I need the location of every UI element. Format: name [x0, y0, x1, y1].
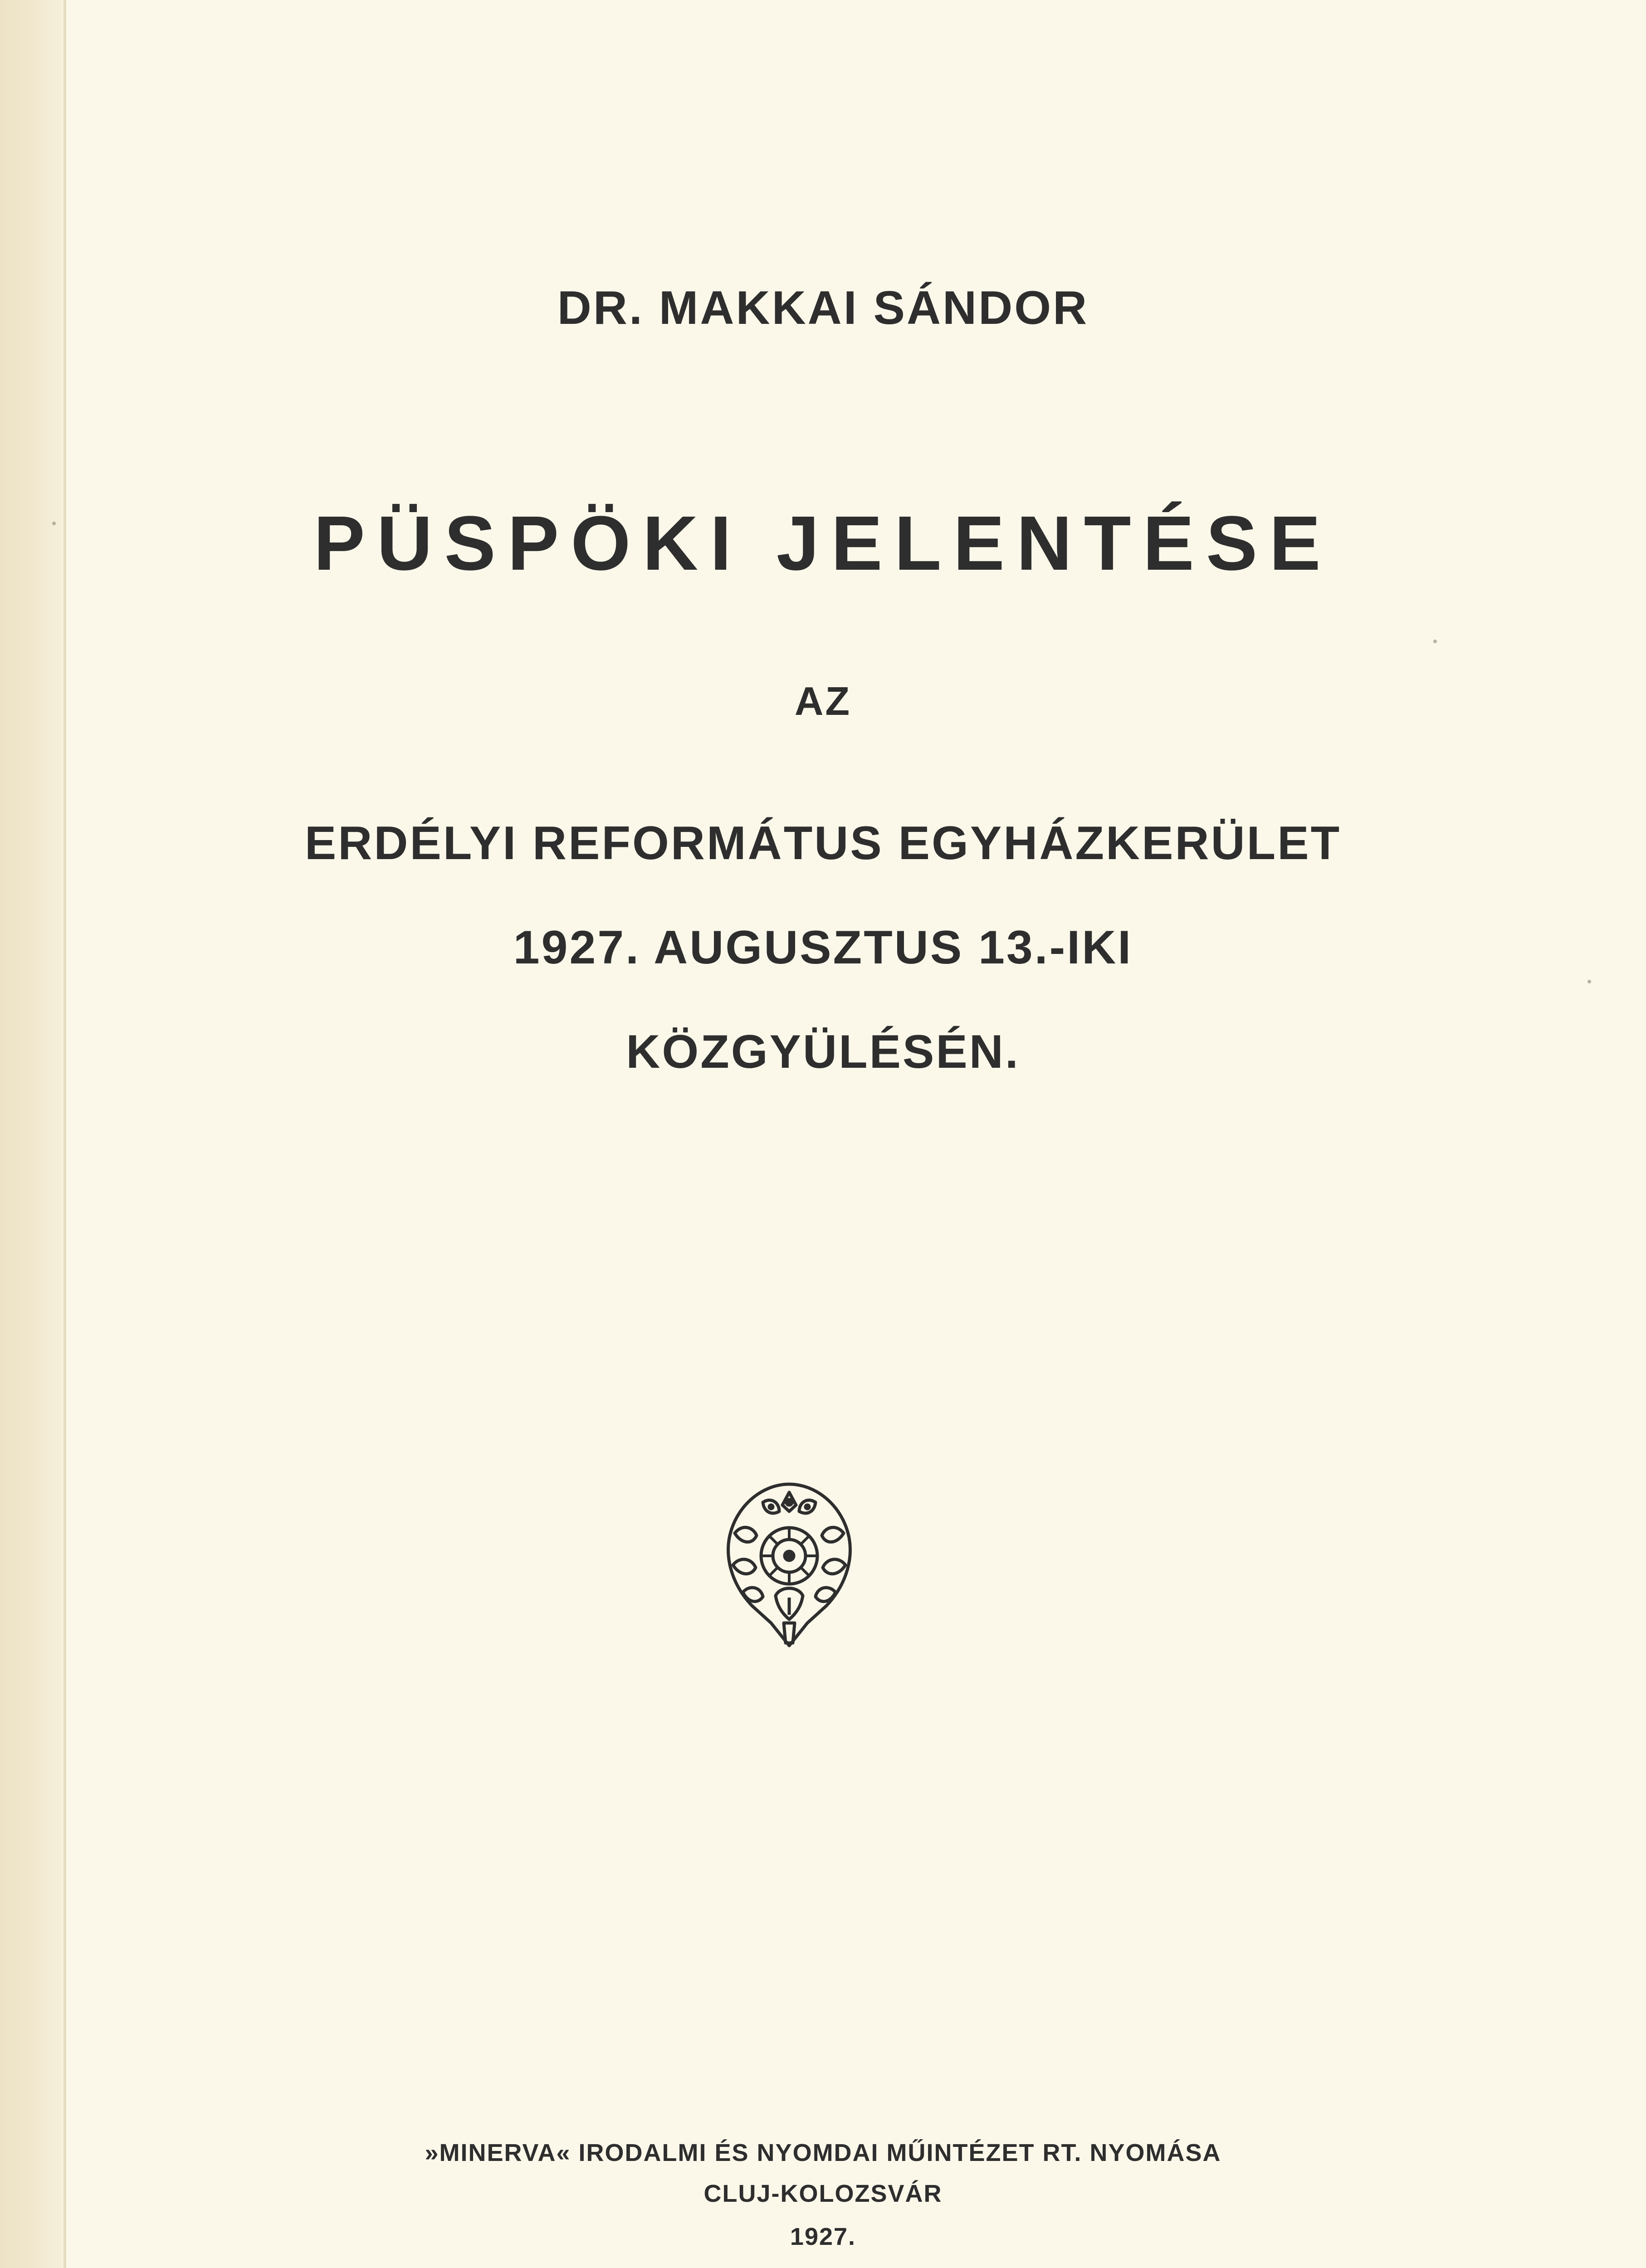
page-edge-shadow: [0, 0, 63, 2268]
ornamental-rosette-icon: [721, 1479, 857, 1651]
author-name: DR. MAKKAI SÁNDOR: [557, 282, 1089, 334]
imprint-year: 1927.: [790, 2223, 856, 2250]
imprint-publisher: »MINERVA« IRODALMI ÉS NYOMDAI MŰINTÉZET RT. NYOMÁSA: [425, 2139, 1221, 2166]
subtitle-line-2: 1927. AUGUSZTUS 13.-IKI: [513, 921, 1133, 974]
paper-speck: [1587, 980, 1591, 983]
subtitle-line-1: ERDÉLYI REFORMÁTUS EGYHÁZKERÜLET: [304, 817, 1342, 870]
preposition-line: AZ: [794, 679, 852, 723]
paper-speck: [52, 522, 56, 525]
binding-fold: [63, 0, 66, 2268]
imprint-city: CLUJ-KOLOZSVÁR: [703, 2180, 943, 2207]
subtitle-line-3: KÖZGYÜLÉSÉN.: [626, 1026, 1020, 1078]
document-title: PÜSPÖKI JELENTÉSE: [313, 500, 1333, 587]
paper-speck: [1433, 640, 1437, 643]
